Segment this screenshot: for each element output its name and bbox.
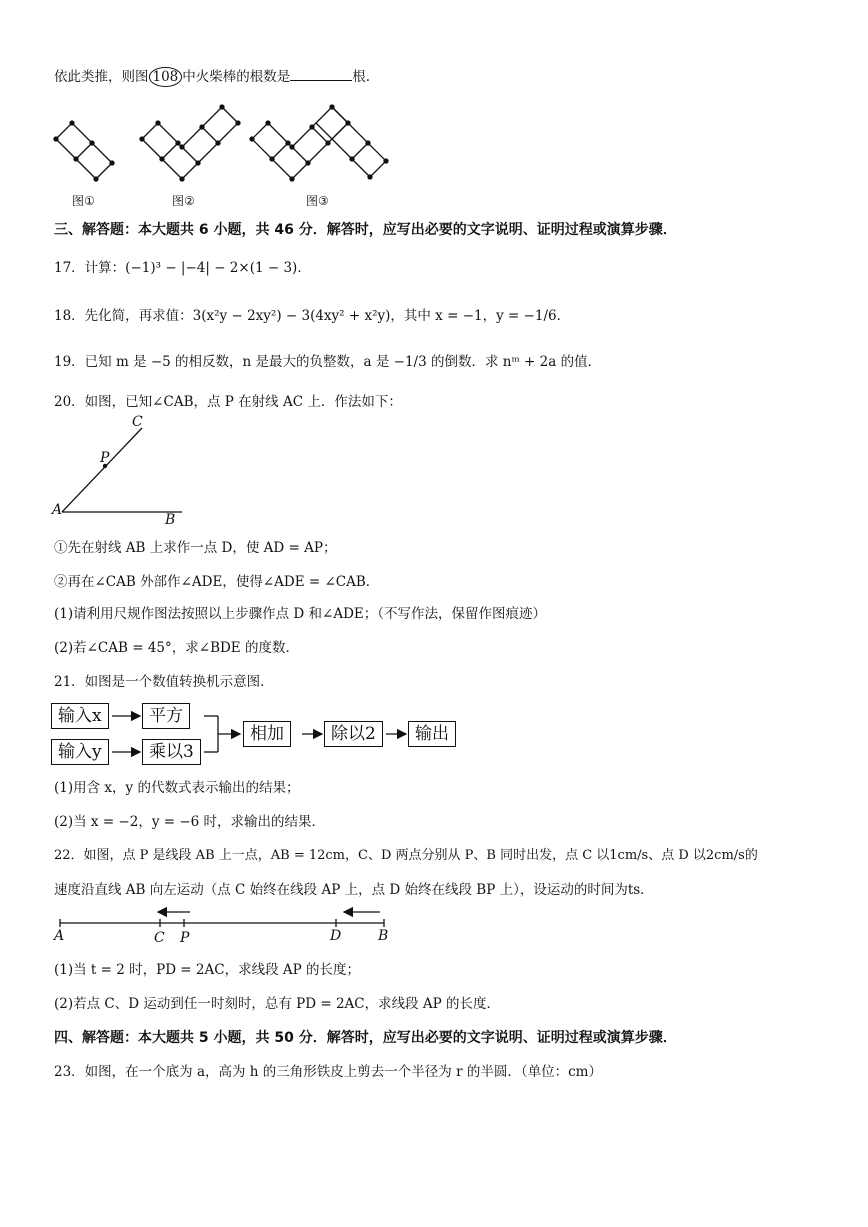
label-P: P <box>100 450 110 466</box>
input-y-box: 输入y <box>51 739 109 765</box>
question-22-line-1: 22．如图，点 P 是线段 AB 上一点，AB = 12cm，C、D 两点分别从 P、B 同时出发，点 C 以1cm/s、点 D 以2cm/s的 <box>54 848 758 863</box>
q20-part-2: (2)若∠CAB = 45°，求∠BDE 的度数． <box>54 640 299 656</box>
seg-label-B: B <box>378 928 389 944</box>
seg-label-A: A <box>54 928 65 944</box>
section-4-heading: 四、解答题：本大题共 5 小题，共 50 分．解答时，应写出必要的文字说明、证明过程或演算步骤． <box>54 1030 677 1046</box>
q22-part-2: (2)若点 C、D 运动到任一时刻时，总有 PD = 2AC，求线段 AP 的长度． <box>54 996 501 1012</box>
question-18: 18．先化简，再求值：3(x²y − 2xy²) − 3(4xy² + x²y)，其中 x = −1，y = −1/6． <box>54 308 571 324</box>
q21-part-2: (2)当 x = −2，y = −6 时，求输出的结果． <box>54 814 326 830</box>
question-19: 19．已知 m 是 −5 的相反数，n 是最大的负整数，a 是 −1/3 的倒数．求 nᵐ + 2a 的值． <box>54 354 602 370</box>
q20-step-2: ②再在∠CAB 外部作∠ADE，使得∠ADE = ∠CAB． <box>54 574 380 590</box>
question-22-line-2: 速度沿直线 AB 向左运动（点 C 始终在线段 AP 上，点 D 始终在线段 BP 上），设运动的时间为ts． <box>54 882 654 898</box>
figure-caption-3: 图③ <box>306 194 329 208</box>
square-box: 平方 <box>142 703 190 729</box>
q22-part-1: (1)当 t = 2 时，PD = 2AC，求线段 AP 的长度； <box>54 962 360 978</box>
q16-suffix: 根. <box>352 69 371 85</box>
q20-part-1: (1)请利用尺规作图法按照以上步骤作点 D 和∠ADE；（不写作法，保留作图痕迹） <box>54 606 547 622</box>
question-17: 17．计算：(−1)³ − |−4| − 2×(1 − 3)． <box>54 260 311 276</box>
question-16 <box>54 66 370 87</box>
segment-ab-figure <box>54 905 394 935</box>
output-box: 输出 <box>408 721 456 747</box>
angle-cab-figure <box>54 420 194 520</box>
seg-label-D: D <box>330 928 342 944</box>
question-21-stem: 21．如图是一个数值转换机示意图． <box>54 674 274 690</box>
q20-step-1: ①先在射线 AB 上求作一点 D，使 AD = AP； <box>54 540 337 556</box>
matchstick-figure-3 <box>250 105 388 181</box>
answer-blank[interactable] <box>290 66 352 81</box>
matchstick-figure-2 <box>140 105 240 181</box>
q16-prefix: 依此类推，则图 <box>54 69 149 85</box>
input-x-box: 输入x <box>51 703 109 729</box>
label-C: C <box>132 414 143 430</box>
matchstick-figures <box>40 95 400 190</box>
figure-number-circle: 108 <box>149 67 183 87</box>
question-20-stem: 20．如图，已知∠CAB，点 P 在射线 AC 上．作法如下： <box>54 394 402 410</box>
figure-caption-2: 图② <box>172 194 195 208</box>
q16-middle: 中火柴棒的根数是 <box>182 69 291 85</box>
times3-box: 乘以3 <box>142 739 201 765</box>
divide-by-2-box: 除以2 <box>324 721 383 747</box>
seg-label-P: P <box>180 930 190 946</box>
q21-part-1: (1)用含 x，y 的代数式表示输出的结果； <box>54 780 300 796</box>
question-23: 23．如图，在一个底为 a，高为 h 的三角形铁皮上剪去一个半径为 r 的半圆．（单位：cm） <box>54 1064 602 1080</box>
add-box: 相加 <box>243 721 291 747</box>
label-B: B <box>165 512 176 528</box>
seg-label-C: C <box>154 930 165 946</box>
matchstick-figure-1 <box>54 121 114 181</box>
figure-caption-1: 图① <box>72 194 95 208</box>
label-A: A <box>52 502 63 518</box>
section-3-heading: 三、解答题：本大题共 6 小题，共 46 分．解答时，应写出必要的文字说明、证明过程或演算步骤． <box>54 222 677 238</box>
